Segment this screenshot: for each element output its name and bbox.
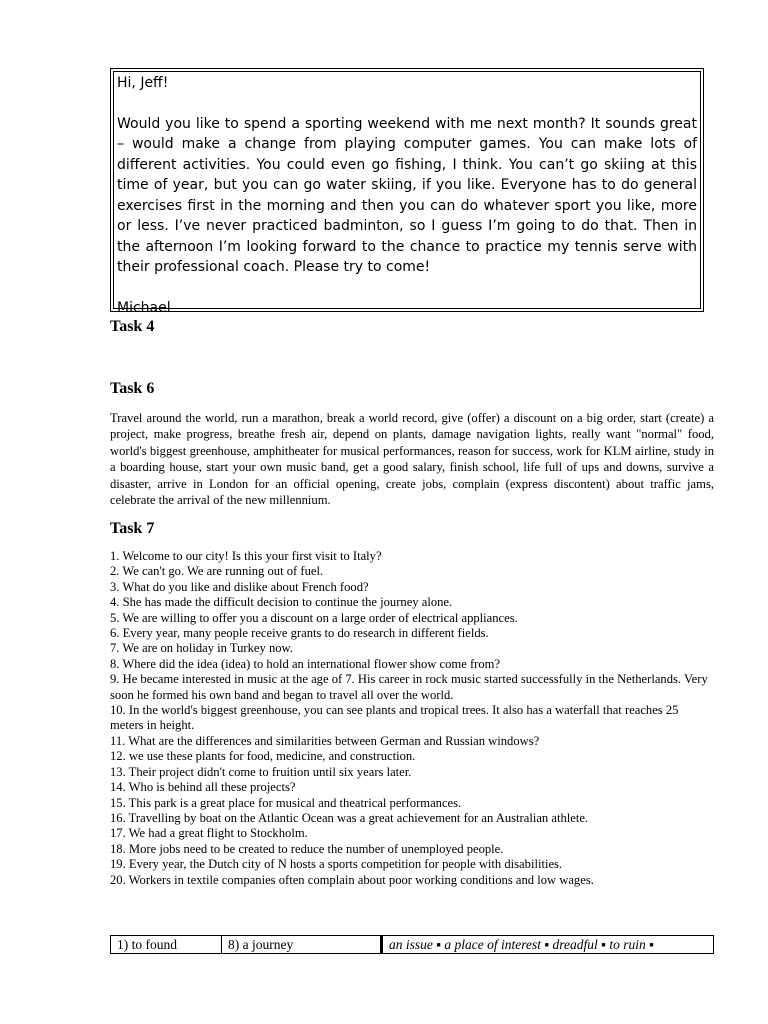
list-item: 1. Welcome to our city! Is this your first visit to Italy? (110, 549, 382, 563)
list-item: 8. Where did the idea (idea) to hold an international flower show come from? (110, 656, 501, 671)
list-item: 3. What do you like and dislike about French food? (110, 579, 369, 594)
vocab-cell-2: 8) a journey (222, 936, 382, 954)
list-item: 19. Every year, the Dutch city of N hosts a sports competition for people with disabilities. (110, 857, 563, 872)
list-item: 16. Travelling by boat on the Atlantic Ocean was a great achievement for an Australian athlete. (110, 810, 589, 825)
list-item: 18. More jobs need to be created to reduce the number of unemployed people. (110, 841, 504, 856)
letter-spacer (117, 278, 697, 298)
letter-greeting: Hi, Jeff! (117, 75, 169, 91)
task7-list (110, 549, 714, 888)
list-item: 13. Their project didn't come to fruition until six years later. (110, 764, 412, 779)
list-item: 17. We had a great flight to Stockholm. (110, 826, 308, 841)
list-item: 15. This park is a great place for musical and theatrical performances. (110, 795, 462, 810)
list-item: 6. Every year, many people receive grants to do research in different fields. (110, 626, 489, 641)
vocab-table (110, 935, 714, 954)
table-row (111, 936, 714, 954)
list-item: 5. We are willing to offer you a discount on a large order of electrical appliances. (110, 610, 518, 625)
list-item: 2. We can't go. We are running out of fuel. (110, 564, 324, 579)
list-item: 12. we use these plants for food, medicine, and construction. (110, 749, 416, 764)
letter-signature: Michael (117, 299, 171, 316)
letter-box (110, 68, 704, 316)
task6-text: Travel around the world, run a marathon, break a world record, give (offer) a discount on a big order, start (create) a project, make progress, breathe fresh air, depend on plants, damage navigation lights, really want "normal" food, world's biggest greenhouse, amphitheater for musical performances, reason for success, work for KLM airline, study in a boarding house, start your own music band, get a good salary, finish school, life full of ups and downs, survive a disaster, arrive in London for an official opening, create jobs, complain (express discontent) about traffic jams, celebrate the arrival of the new millennium. (110, 411, 714, 508)
list-item: 10. In the world's biggest greenhouse, you can see plants and tropical trees. It also has a waterfall that reaches 25 meters in height. (110, 703, 679, 733)
list-item: 14. Who is behind all these projects? (110, 780, 296, 795)
list-item: 20. Workers in textile companies often complain about poor working conditions and low wages. (110, 872, 594, 887)
vocab-cell-1: 1) to found (111, 936, 222, 954)
task7-heading: Task 7 (110, 520, 155, 537)
list-item: 9. He became interested in music at the age of 7. His career in rock music started successfully in the Netherlands. Very soon he formed his own band and began to travel all over the world. (110, 672, 708, 702)
letter-spacer (117, 94, 697, 114)
task6-heading: Task 6 (110, 380, 155, 397)
vocab-cell-3: an issue ▪ a place of interest ▪ dreadful ▪ to ruin ▪ (382, 936, 714, 954)
list-item: 4. She has made the difficult decision to continue the journey alone. (110, 595, 453, 610)
task4-heading: Task 4 (110, 318, 155, 335)
list-item: 11. What are the differences and similarities between German and Russian windows? (110, 733, 540, 748)
letter-body: Would you like to spend a sporting weekend with me next month? It sounds great – would make a change from playing computer games. You can make lots of different activities. You could even go fishing, I think. You can’t go skiing at this time of year, but you can go water skiing, if you like. Everyone has to do general exercises first in the morning and then you can do whatever sport you like, more or less. I’ve never practiced badminton, so I guess I’m going to do that. Then in the afternoon I’m looking forward to the chance to practice my tennis serve with their professional coach. Please try to come! (117, 115, 697, 275)
list-item: 7. We are on holiday in Turkey now. (110, 641, 293, 656)
